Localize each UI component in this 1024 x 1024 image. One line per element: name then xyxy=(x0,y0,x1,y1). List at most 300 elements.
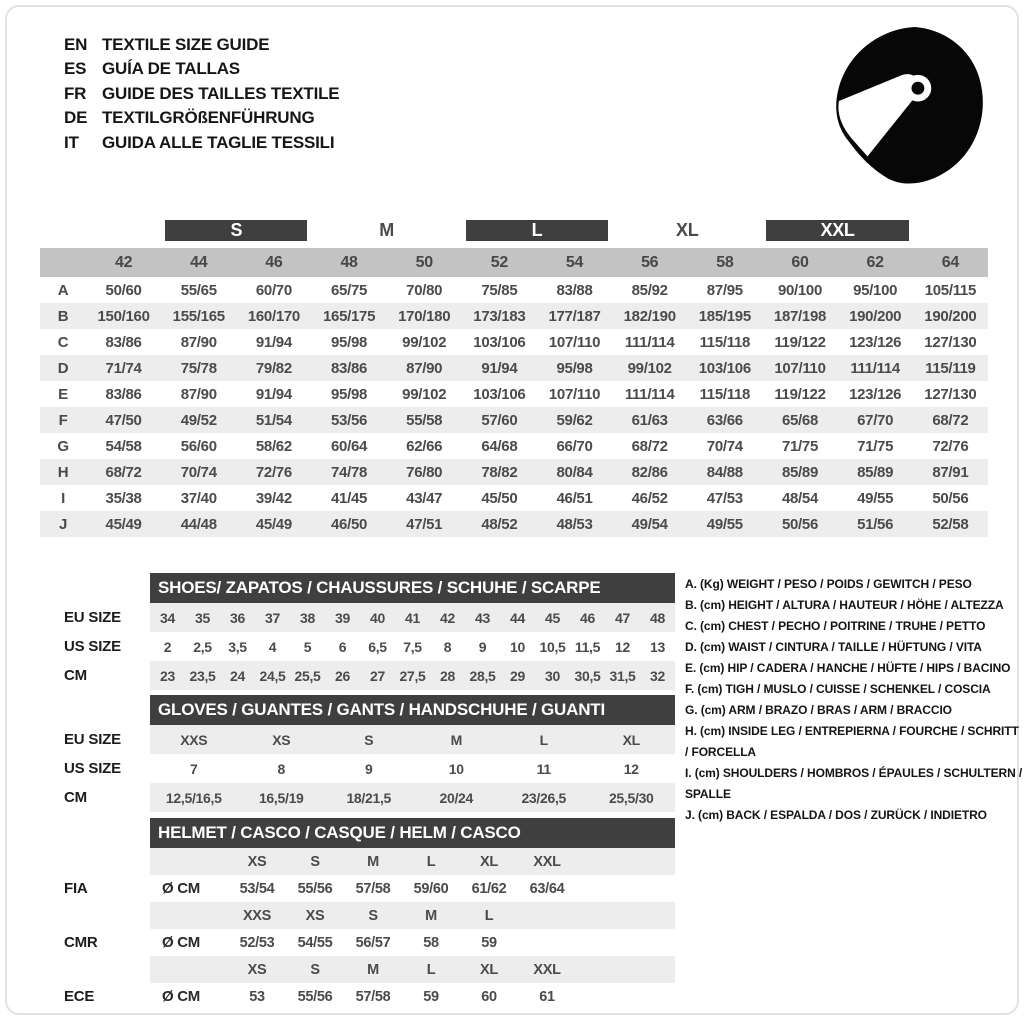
legend-item: J. (cm) BACK / ESPALDA / DOS / ZURÜCK / INDIETRO xyxy=(685,808,987,822)
size-cell: 9 xyxy=(478,638,487,655)
corner-cell xyxy=(40,248,86,277)
measurement-letter: I xyxy=(61,489,65,507)
measurement-value: 48/52 xyxy=(481,515,518,533)
size-band-row xyxy=(40,212,988,248)
row-filler xyxy=(576,902,675,929)
measurement-letter: D xyxy=(57,359,69,377)
measurement-value: 91/94 xyxy=(255,385,292,403)
measurement-value: 76/80 xyxy=(406,463,443,481)
textile-size-table xyxy=(40,212,988,537)
measurement-row xyxy=(40,407,988,433)
measurement-value: 51/54 xyxy=(255,411,292,429)
measurement-value: 44/48 xyxy=(180,515,217,533)
measurement-value: 90/100 xyxy=(777,281,823,299)
language-row xyxy=(64,33,339,57)
measurement-value: 99/102 xyxy=(402,333,447,351)
measurement-value: 65/68 xyxy=(781,411,818,429)
helmet-sizes-row xyxy=(40,848,675,875)
measurement-value: 87/90 xyxy=(406,359,443,377)
measurement-value: 71/74 xyxy=(105,359,142,377)
size-cell: 10 xyxy=(448,760,464,777)
numeric-size-label: 58 xyxy=(716,253,734,271)
measurement-letter: B xyxy=(57,307,69,325)
size-cell: 7,5 xyxy=(403,638,422,655)
size-cell: S xyxy=(310,961,320,978)
size-cell: 16,5/19 xyxy=(258,789,304,806)
measurement-value: 187/198 xyxy=(773,307,827,325)
language-row xyxy=(64,131,339,155)
band-cell xyxy=(462,212,612,248)
value-cell: 59 xyxy=(423,988,439,1005)
unit-cell xyxy=(150,956,228,983)
legend-item: A. (Kg) WEIGHT / PESO / POIDS / GEWITCH / PESO xyxy=(685,577,972,591)
value-cell: 57/58 xyxy=(355,880,391,897)
measurement-value: 68/72 xyxy=(631,437,668,455)
legend-item: C. (cm) CHEST / PECHO / POITRINE / TRUHE / PETTO xyxy=(685,619,986,633)
helmet-values-row xyxy=(40,875,675,902)
measurement-value: 177/187 xyxy=(548,307,601,325)
size-cell: 26 xyxy=(335,667,350,684)
numeric-size-label: 62 xyxy=(866,253,884,271)
measurement-value: 115/118 xyxy=(699,385,751,403)
size-cell: 12 xyxy=(615,638,630,655)
unit-cell xyxy=(150,848,228,875)
size-cell: 38 xyxy=(300,609,315,626)
language-code: ES xyxy=(64,59,87,79)
measurement-value: 49/55 xyxy=(706,515,743,533)
band-cell xyxy=(762,212,912,248)
measurement-value: 123/126 xyxy=(849,385,902,403)
row-filler xyxy=(576,848,675,875)
measurement-value: 55/58 xyxy=(406,411,443,429)
measurement-value: 72/76 xyxy=(932,437,969,455)
measurement-value: 62/66 xyxy=(406,437,443,455)
size-cell: S xyxy=(364,731,374,748)
measurement-value: 70/80 xyxy=(406,281,443,299)
helmet-header-row xyxy=(40,818,675,848)
size-cell: XL xyxy=(480,853,498,870)
measurement-value: 80/84 xyxy=(556,463,593,481)
size-cell: 9 xyxy=(365,760,373,777)
measurement-value: 103/106 xyxy=(473,385,526,403)
size-row xyxy=(40,754,675,783)
row-label: US SIZE xyxy=(64,638,121,655)
measurement-value: 39/42 xyxy=(255,489,292,507)
size-cell: 48 xyxy=(650,609,665,626)
language-code: FR xyxy=(64,83,87,103)
row-label: EU SIZE xyxy=(64,609,121,626)
size-cell: 23 xyxy=(160,667,175,684)
measurement-letter: J xyxy=(58,515,68,533)
measurement-value: 150/160 xyxy=(97,307,150,325)
legend-item: B. (cm) HEIGHT / ALTURA / HAUTEUR / HÖHE / ALTEZZA xyxy=(685,598,1004,612)
measurement-row xyxy=(40,355,988,381)
size-cell: M xyxy=(367,853,379,870)
band-cell xyxy=(612,212,762,248)
size-row xyxy=(40,632,675,661)
measurement-value: 84/88 xyxy=(706,463,743,481)
size-cell: 8 xyxy=(443,638,452,655)
numeric-size-label: 44 xyxy=(190,253,208,271)
measurement-letter: C xyxy=(57,333,69,351)
measurement-value: 41/45 xyxy=(331,489,368,507)
measurement-value: 83/86 xyxy=(331,359,368,377)
size-cell: 11 xyxy=(536,760,551,777)
size-cell: 11,5 xyxy=(574,638,601,655)
language-row xyxy=(64,82,339,106)
measurement-value: 46/52 xyxy=(631,489,668,507)
textile-tbody xyxy=(40,212,988,537)
measurement-value: 165/175 xyxy=(322,307,376,325)
shoes-header-row xyxy=(40,573,675,603)
measurement-value: 119/122 xyxy=(774,333,826,351)
size-cell: 20/24 xyxy=(439,789,474,806)
size-cell: 40 xyxy=(370,609,385,626)
value-cell: 60 xyxy=(481,988,497,1005)
size-cell: 35 xyxy=(195,609,210,626)
standard-label: FIA xyxy=(64,880,88,897)
size-cell: 23,5 xyxy=(189,667,216,684)
size-cell: M xyxy=(450,731,462,748)
measurement-value: 68/72 xyxy=(932,411,969,429)
size-cell: XL xyxy=(622,731,640,748)
size-cell: XL xyxy=(480,961,498,978)
measurement-value: 99/102 xyxy=(402,385,447,403)
row-filler xyxy=(576,875,675,902)
measurement-value: 107/110 xyxy=(774,359,826,377)
measurement-value: 60/64 xyxy=(331,437,368,455)
measurement-value: 95/98 xyxy=(331,385,368,403)
measurement-value: 182/190 xyxy=(623,307,676,325)
value-cell: 61 xyxy=(539,988,555,1005)
band-spacer xyxy=(913,212,988,248)
size-cell: 24,5 xyxy=(259,667,286,684)
measurement-value: 45/49 xyxy=(255,515,292,533)
measurement-value: 49/54 xyxy=(631,515,668,533)
measurement-value: 95/100 xyxy=(853,281,898,299)
size-row xyxy=(40,783,675,812)
guide-title: GUÍA DE TALLAS xyxy=(102,59,240,79)
measurement-value: 82/86 xyxy=(631,463,668,481)
row-label: CM xyxy=(64,667,87,684)
measurement-value: 64/68 xyxy=(481,437,518,455)
measurement-legend xyxy=(685,574,1024,826)
row-filler xyxy=(576,983,675,1010)
value-cell xyxy=(518,929,576,956)
band-spacer xyxy=(40,212,161,248)
measurement-value: 50/60 xyxy=(105,281,142,299)
size-cell: 29 xyxy=(510,667,525,684)
size-row xyxy=(40,661,675,690)
size-cell: 6,5 xyxy=(368,638,387,655)
unit-cell: Ø CM xyxy=(162,988,200,1005)
shoes-size-table xyxy=(40,573,675,690)
measurement-value: 48/54 xyxy=(781,489,818,507)
size-cell: XS xyxy=(247,853,267,870)
gloves-table-title: GLOVES / GUANTES / GANTS / HANDSCHUHE / GUANTI xyxy=(150,695,675,725)
measurement-row xyxy=(40,485,988,511)
size-cell: 5 xyxy=(303,638,312,655)
measurement-value: 103/106 xyxy=(473,333,526,351)
row-label xyxy=(40,902,150,929)
measurement-letter: A xyxy=(57,281,69,299)
measurement-value: 47/50 xyxy=(105,411,142,429)
unit-cell: Ø CM xyxy=(162,880,200,897)
numeric-size-label: 60 xyxy=(791,253,809,271)
helmet-values-row xyxy=(40,983,675,1010)
numeric-size-label: 46 xyxy=(265,253,283,271)
measurement-value: 72/76 xyxy=(255,463,292,481)
measurement-value: 87/95 xyxy=(706,281,743,299)
size-cell xyxy=(518,902,576,929)
size-cell: XS xyxy=(247,961,267,978)
size-cell: 25,5/30 xyxy=(608,789,654,806)
unit-cell xyxy=(150,902,228,929)
row-values xyxy=(150,783,675,812)
row-label xyxy=(40,956,150,983)
value-cell: 61/62 xyxy=(471,880,507,897)
measurement-row xyxy=(40,381,988,407)
row-values xyxy=(150,875,675,902)
measurement-value: 119/122 xyxy=(774,385,826,403)
value-cell: 53 xyxy=(249,988,265,1005)
size-cell: 6 xyxy=(338,638,347,655)
measurement-value: 83/88 xyxy=(556,281,593,299)
measurement-value: 170/180 xyxy=(398,307,451,325)
row-values xyxy=(150,929,675,956)
size-cell: 24 xyxy=(230,667,245,684)
size-cell: 10,5 xyxy=(539,638,566,655)
size-cell: 28,5 xyxy=(469,667,496,684)
size-cell: 27,5 xyxy=(399,667,426,684)
size-cell: 44 xyxy=(510,609,525,626)
measurement-value: 68/72 xyxy=(105,463,142,481)
standard-label: ECE xyxy=(64,988,95,1005)
size-cell: 36 xyxy=(230,609,245,626)
measurement-value: 48/53 xyxy=(556,515,593,533)
size-cell: 28 xyxy=(440,667,455,684)
size-cell: L xyxy=(539,731,548,748)
measurement-row xyxy=(40,329,988,355)
measurement-value: 190/200 xyxy=(849,307,902,325)
size-row xyxy=(40,603,675,632)
size-cell: 43 xyxy=(475,609,490,626)
size-cell: 12,5/16,5 xyxy=(165,789,222,806)
row-filler xyxy=(576,929,675,956)
size-cell: 10 xyxy=(510,638,525,655)
row-values xyxy=(150,725,675,754)
measurement-value: 83/86 xyxy=(105,385,142,403)
row-label: US SIZE xyxy=(64,760,121,777)
row-values xyxy=(150,956,675,983)
measurement-row xyxy=(40,277,988,303)
size-cell: 47 xyxy=(615,609,630,626)
measurement-value: 49/52 xyxy=(180,411,217,429)
measurement-value: 105/115 xyxy=(924,281,976,299)
measurement-value: 107/110 xyxy=(548,333,601,351)
measurement-value: 115/118 xyxy=(699,333,751,351)
measurement-value: 79/82 xyxy=(255,359,292,377)
measurement-value: 111/114 xyxy=(624,333,675,351)
value-cell: 53/54 xyxy=(239,880,275,897)
language-row xyxy=(64,106,339,130)
measurement-value: 57/60 xyxy=(481,411,518,429)
measurement-value: 123/126 xyxy=(849,333,902,351)
measurement-letter: H xyxy=(57,463,69,481)
value-cell: 58 xyxy=(423,934,439,951)
measurement-value: 185/195 xyxy=(698,307,751,325)
measurement-value: 50/56 xyxy=(781,515,818,533)
size-cell: S xyxy=(368,907,378,924)
row-label: EU SIZE xyxy=(64,731,121,748)
standard-label: CMR xyxy=(64,934,98,951)
measurement-value: 49/55 xyxy=(857,489,894,507)
size-cell: M xyxy=(425,907,437,924)
measurement-value: 87/91 xyxy=(932,463,969,481)
measurement-value: 74/78 xyxy=(331,463,368,481)
guide-title: TEXTILGRÖßENFÜHRUNG xyxy=(102,108,315,128)
measurement-row xyxy=(40,433,988,459)
measurement-value: 56/60 xyxy=(180,437,217,455)
numeric-size-label: 50 xyxy=(415,253,433,271)
language-code: DE xyxy=(64,108,88,128)
size-cell: 39 xyxy=(335,609,350,626)
measurement-value: 95/98 xyxy=(556,359,593,377)
helmet-sizes-row xyxy=(40,956,675,983)
size-cell: 30 xyxy=(545,667,560,684)
measurement-value: 75/85 xyxy=(481,281,518,299)
size-cell: 4 xyxy=(268,638,277,655)
row-values xyxy=(150,661,675,690)
legend-item: D. (cm) WAIST / CINTURA / TAILLE / HÜFTUNG / VITA xyxy=(685,640,982,654)
measurement-value: 46/51 xyxy=(556,489,593,507)
numeric-size-label: 48 xyxy=(340,253,358,271)
measurement-value: 65/75 xyxy=(331,281,368,299)
measurement-value: 87/90 xyxy=(180,385,217,403)
measurement-value: 91/94 xyxy=(481,359,518,377)
size-cell: 8 xyxy=(277,760,285,777)
numeric-size-label: 56 xyxy=(641,253,659,271)
measurement-value: 127/130 xyxy=(924,333,977,351)
measurement-row xyxy=(40,303,988,329)
size-cell: M xyxy=(367,961,379,978)
numeric-size-label: 42 xyxy=(114,253,133,271)
measurement-value: 85/92 xyxy=(631,281,668,299)
measurement-value: 37/40 xyxy=(180,489,217,507)
legend-item: E. (cm) HIP / CADERA / HANCHE / HÜFTE / HIPS / BACINO xyxy=(685,661,1011,675)
measurement-value: 71/75 xyxy=(857,437,894,455)
measurement-value: 91/94 xyxy=(255,333,292,351)
numeric-size-label: 64 xyxy=(941,253,959,271)
numeric-size-label: 54 xyxy=(565,253,584,271)
measurement-value: 111/114 xyxy=(850,359,900,377)
unit-cell: Ø CM xyxy=(162,934,200,951)
guide-title: TEXTILE SIZE GUIDE xyxy=(102,35,270,54)
size-cell: 37 xyxy=(265,609,280,626)
measurement-value: 52/58 xyxy=(932,515,969,533)
measurement-value: 85/89 xyxy=(781,463,818,481)
measurement-value: 43/47 xyxy=(406,489,443,507)
measurement-row xyxy=(40,511,988,537)
value-cell: 54/55 xyxy=(297,934,333,951)
size-cell: 25,5 xyxy=(294,667,321,684)
row-filler xyxy=(576,956,675,983)
measurement-value: 75/78 xyxy=(180,359,217,377)
row-values xyxy=(150,632,675,661)
helmet-size-table xyxy=(40,818,675,1010)
size-cell: 27 xyxy=(370,667,385,684)
size-cell: 34 xyxy=(160,609,175,626)
measurement-value: 66/70 xyxy=(556,437,593,455)
measurement-value: 60/70 xyxy=(255,281,292,299)
value-cell: 59/60 xyxy=(413,880,449,897)
measurement-value: 59/62 xyxy=(556,411,593,429)
size-cell: 41 xyxy=(405,609,420,626)
language-title-list xyxy=(64,33,339,155)
measurement-value: 115/119 xyxy=(925,359,976,377)
language-row xyxy=(64,57,339,81)
measurement-value: 173/183 xyxy=(473,307,526,325)
helmet-table-title: HELMET / CASCO / CASQUE / HELM / CASCO xyxy=(150,818,675,848)
measurement-value: 47/51 xyxy=(406,515,443,533)
shoes-table-title: SHOES/ ZAPATOS / CHAUSSURES / SCHUHE / SCARPE xyxy=(150,573,675,603)
measurement-value: 55/65 xyxy=(180,281,217,299)
value-cell: 56/57 xyxy=(355,934,391,951)
value-cell: 52/53 xyxy=(239,934,275,951)
measurement-value: 190/200 xyxy=(924,307,977,325)
gloves-size-table xyxy=(40,695,675,812)
legend-item: I. (cm) SHOULDERS / HOMBROS / ÉPAULES / SCHULTERN / SPALLE xyxy=(685,766,1023,801)
size-cell: XXL xyxy=(533,853,561,870)
measurement-value: 127/130 xyxy=(924,385,977,403)
size-cell: S xyxy=(310,853,320,870)
measurement-value: 99/102 xyxy=(627,359,672,377)
size-band-label: XXL xyxy=(766,220,908,241)
band-cell xyxy=(161,212,311,248)
row-label xyxy=(40,573,150,603)
numeric-size-label: 52 xyxy=(490,253,508,271)
helmet-values-row xyxy=(40,929,675,956)
value-cell: 55/56 xyxy=(297,988,333,1005)
value-cell: 59 xyxy=(481,934,497,951)
measurement-value: 61/63 xyxy=(631,411,668,429)
legend-item: G. (cm) ARM / BRAZO / BRAS / ARM / BRACCIO xyxy=(685,703,952,717)
size-cell: 2 xyxy=(163,638,172,655)
measurement-value: 103/106 xyxy=(698,359,751,377)
measurement-value: 83/86 xyxy=(105,333,142,351)
row-values xyxy=(150,902,675,929)
size-cell: 46 xyxy=(580,609,595,626)
measurement-letter: F xyxy=(58,411,68,429)
row-values xyxy=(150,983,675,1010)
value-cell: 55/56 xyxy=(297,880,333,897)
row-label xyxy=(40,848,150,875)
measurement-value: 63/66 xyxy=(706,411,743,429)
band-cell xyxy=(311,212,461,248)
legend-item: F. (cm) TIGH / MUSLO / CUISSE / SCHENKEL / COSCIA xyxy=(685,682,991,696)
measurement-value: 67/70 xyxy=(857,411,894,429)
size-cell: XS xyxy=(305,907,325,924)
measurement-value: 107/110 xyxy=(548,385,601,403)
row-label xyxy=(40,818,150,848)
size-band-label: XL xyxy=(676,219,699,240)
size-cell: 3,5 xyxy=(228,638,247,655)
measurement-value: 70/74 xyxy=(706,437,743,455)
measurement-value: 85/89 xyxy=(857,463,894,481)
language-code: IT xyxy=(64,132,79,152)
value-cell: 63/64 xyxy=(529,880,565,897)
row-label: CM xyxy=(64,789,87,806)
